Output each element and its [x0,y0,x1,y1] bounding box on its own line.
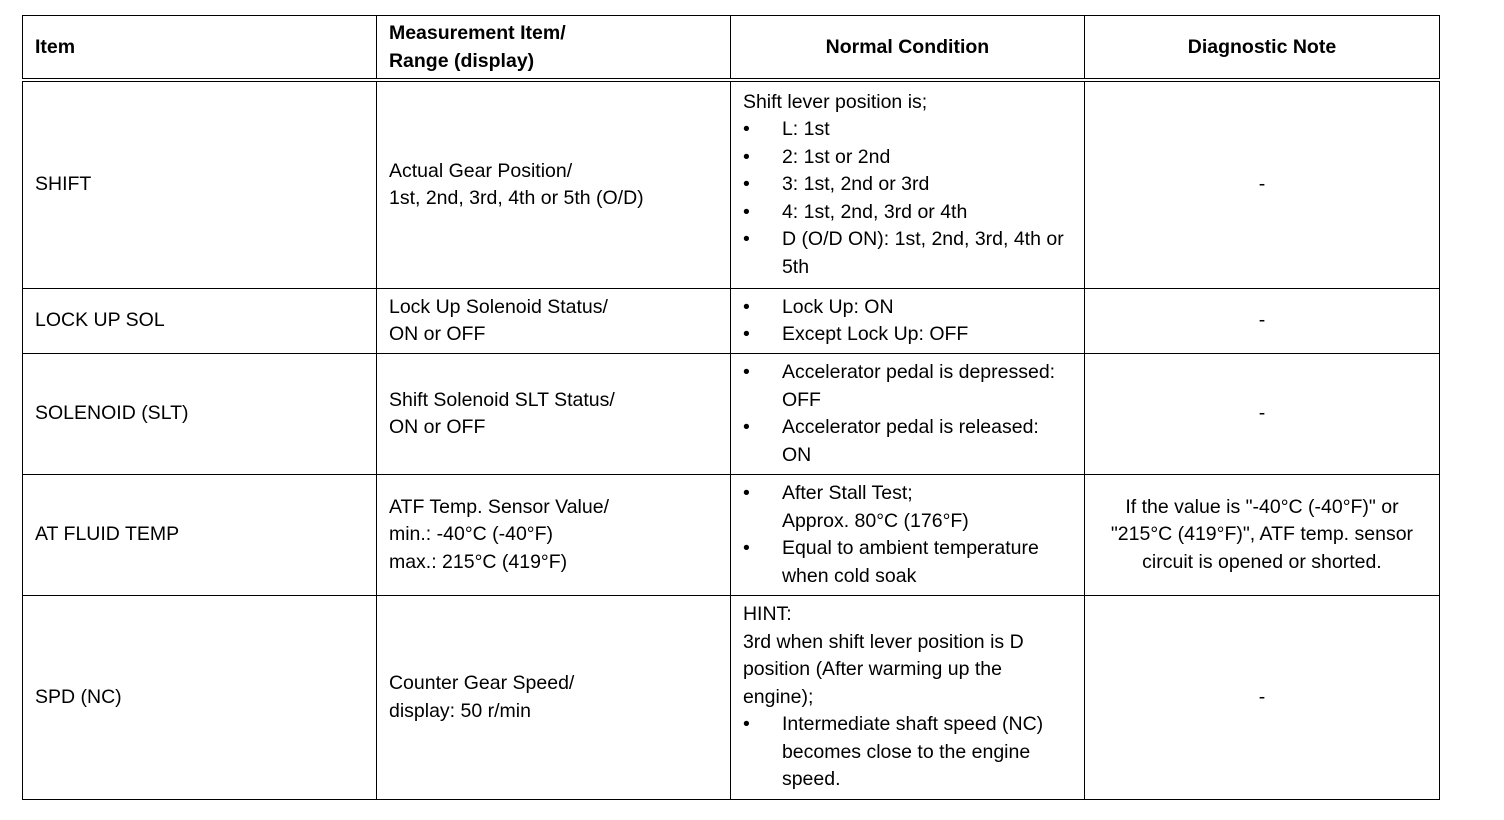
bullet-icon: • [742,295,750,318]
normal-condition-cell [730,80,1084,289]
bullet-icon: • [742,145,750,168]
measurement-cell [376,354,730,475]
measurement-line: 1st, 2nd, 3rd, 4th or 5th (O/D) [388,187,644,209]
diagnostic-data-table [22,15,1440,800]
bullet-text: Intermediate shaft speed (NC) becomes close to the engine speed. [781,713,1044,791]
bullet-icon: • [742,118,750,141]
measurement-line: min.: -40°C (-40°F) [388,523,554,546]
bullet-icon: • [742,200,750,223]
normal-condition-cell [730,596,1084,800]
item-cell: AT FLUID TEMP [23,475,377,596]
measurement-line: Lock Up Solenoid Status/ [388,295,608,318]
measurement-cell [376,289,730,354]
normal-condition-bullet [743,711,1072,794]
bullet-icon: • [742,713,750,736]
normal-condition-intro: HINT: [742,603,792,626]
measurement-line: display: 50 r/min [388,699,531,722]
diagnostic-note-cell: If the value is "-40°C (-40°F)" or "215°C (419°F)", ATF temp. sensor circuit is opened or shorted. [1084,475,1439,596]
normal-condition-bullet [743,321,1072,349]
item-cell: SPD (NC) [23,596,377,800]
bullet-icon: • [742,537,750,559]
normal-condition-cell [730,475,1084,596]
bullet-text: Lock Up: ON [781,295,894,318]
bullet-text: 2: 1st or 2nd [781,145,891,168]
item-cell: LOCK UP SOL [23,289,377,354]
bullet-text: Accelerator pedal is depressed: OFF [781,361,1056,411]
bullet-text: 3: 1st, 2nd or 3rd [781,173,930,196]
bullet-icon: • [742,361,750,383]
normal-condition-cell [730,354,1084,475]
header-row [23,16,1440,81]
normal-condition-cell [730,289,1084,354]
measurement-line: max.: 215°C (419°F) [388,550,568,573]
measurement-line: Actual Gear Position/ [388,159,573,182]
measurement-cell [376,80,730,289]
measurement-cell [376,475,730,596]
item-cell: SOLENOID (SLT) [23,354,377,475]
header-diagnostic-note: Diagnostic Note [1084,16,1439,81]
diagnostic-note-cell: - [1084,596,1439,800]
item-cell: SHIFT [23,80,377,289]
measurement-line: ATF Temp. Sensor Value/ [388,495,609,518]
measurement-line: Counter Gear Speed/ [388,672,575,694]
bullet-text: Except Lock Up: OFF [781,323,969,345]
bullet-icon: • [742,482,750,504]
measurement-cell [376,596,730,800]
normal-condition-bullet [743,144,1072,172]
bullet-icon: • [742,416,750,438]
bullet-text: 4: 1st, 2nd, 3rd or 4th [781,200,968,223]
bullet-text: D (O/D ON): 1st, 2nd, 3rd, 4th or 5th [781,228,1064,278]
table-row [23,354,1440,475]
measurement-line: ON or OFF [388,323,486,345]
table-row [23,80,1440,289]
bullet-text: Accelerator pedal is released: ON [781,416,1039,466]
normal-condition-intro: 3rd when shift lever position is D position (After warming up the engine); [742,630,1024,708]
normal-condition-bullet [743,171,1072,199]
header-measurement-line2: Range (display) [388,50,535,72]
normal-condition-bullet [743,226,1072,281]
normal-condition-bullet [743,116,1072,144]
header-normal-condition: Normal Condition [730,16,1084,81]
diagnostic-note-cell: - [1084,354,1439,475]
bullet-text: After Stall Test; Approx. 80°C (176°F) [781,482,969,532]
normal-condition-bullet [743,480,1072,535]
diagnostic-note-cell: - [1084,289,1439,354]
measurement-line: ON or OFF [388,416,486,438]
normal-condition-bullet [743,294,1072,322]
normal-condition-bullet [743,414,1072,469]
bullet-icon: • [742,323,750,345]
diagnostic-note-cell: - [1084,80,1439,289]
header-item: Item [23,16,377,81]
normal-condition-bullet [743,199,1072,227]
normal-condition-intro: Shift lever position is; [742,90,928,113]
bullet-text: Equal to ambient temperature when cold soak [781,537,1039,587]
measurement-line: Shift Solenoid SLT Status/ [388,388,615,411]
bullet-text: L: 1st [781,118,830,141]
table-row [23,475,1440,596]
bullet-icon: • [742,228,750,251]
normal-condition-bullet [743,535,1072,590]
bullet-icon: • [742,173,750,196]
header-measurement-line1: Measurement Item/ [388,22,566,44]
table-row [23,596,1440,800]
table-row [23,289,1440,354]
header-measurement [376,16,730,81]
normal-condition-bullet [743,359,1072,414]
